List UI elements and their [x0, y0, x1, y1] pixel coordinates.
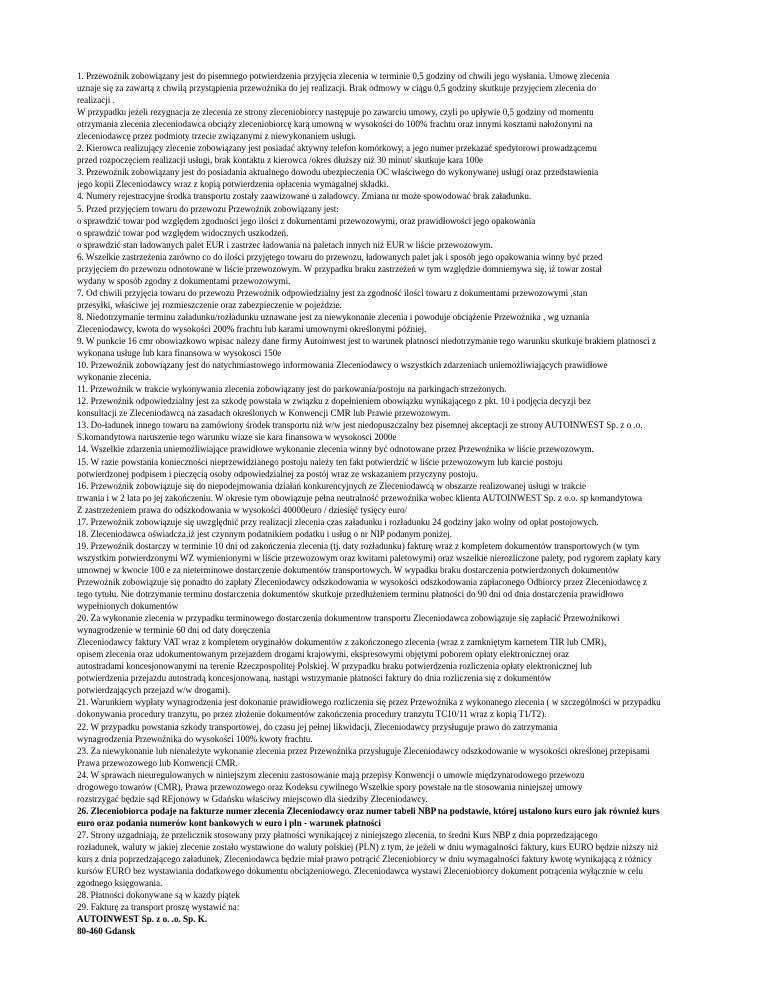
document-line: wynagrodzenia Przewoźnika do wysokości 100% kwoty frachtu.	[77, 733, 313, 744]
document-line: AUTOINWEST Sp. z o. .o. Sp. K.	[77, 914, 208, 925]
document-line: potwierdzenia przejazdu autostradą koncesjonowaną, nastąpi wstrzymanie płatności faktury do dnia rozliczenia się z dokumentów	[77, 673, 552, 684]
document-line: 6. Wszelkie zastrzeżenia zarówno co do ilości przyjętego towaru do przewozu, ładowanych palet jak i sposób jego opakowania winny być przed	[77, 251, 603, 262]
document-line: rozstrzygać będzie sąd REjonowy w Gdańsku właściwy miejscowo dla siedziby Zleceniodawcy.	[77, 793, 428, 804]
document-line: 4. Numery rejestracyjne środka transportu zostały zaawizowane u załadowcy. Zmiana nr może spowodować brak załadunku.	[77, 191, 532, 202]
document-line: 24. W sprawach nieuregulowanych w niniejszym zleceniu zastosowanie mają przepisy Konwencji o umowie międzynarodowego przewozu	[77, 769, 585, 780]
document-line: 16. Przewoźnik zobowiązuje się do niepodejmowania działań konkurencyjnych ze Zleceniodawcą w obszarze realizowanej usługi w trakcie	[77, 480, 587, 491]
document-line: 26. Zleceniobiorca podaje na fakturze numer zlecenia Zleceniodawcy oraz numer tabeli NBP na podstawie, której ustalono kurs euro jak również kurs	[77, 805, 660, 816]
document-line: rozładunek, waluty w jakiej zlecenie zostało wystawione do waluty polskiej (PLN) z tym, że jeżeli w dniu wymagalności faktury, kurs EURO będzie niższy niż	[77, 842, 659, 852]
document-line: przyjęciem do przewozu odnotowane w liście przewozowym. W przypadku braku zastrzeżeń w tym względzie domniemywa się, iż towar został	[77, 263, 602, 274]
document-line: 13. Do-ładunek innego towaru na zamówiony środek transportu niż w/w jest niedopuszczalny bez pisemnej akceptacji ze strony AUTOINWEST Sp. z o .o.	[77, 420, 643, 431]
document-line: potwierdzonej podpisem i pieczęcią osoby odpowiedzialnej za postój wraz ze wskazaniem przyczyny postoju.	[77, 468, 478, 479]
document-line: 12. Przewoźnik odpowiedzialny jest za szkodę powstała w związku z dopełnieniem obowiązku wynikającego z pkt. 10 i podjęcia decyzji bez	[77, 396, 591, 407]
document-line: Z zastrzeżeniem prawa do odszkodowania w wysokości 40000euro / dziesięć tysięcy euro/	[77, 504, 408, 515]
document-line: 29. Fakturę za transport proszę wystawić na:	[77, 902, 240, 913]
document-line: Prawa przewozowego lub Konwencji CMR.	[77, 757, 238, 768]
document-line: S.komandytowa naruszenie tego warunku wiaze sie kara finansowa w wysokosci 2000e	[77, 432, 397, 443]
document-line: umownej w kwocie 100 e za nieterminowe dostarczenie dokumentów transportowych. W wypadku braku dostarczenia potwierdzonych dokumentów	[77, 564, 620, 575]
terms-document	[77, 70, 709, 937]
document-line: konsultacji ze Zleceniodawcą na zasadach określonych w Konwencji CMR lub Prawie przewozowym.	[77, 408, 451, 419]
document-line: Przewoźnik zobowiązuje się ponadto do zapłaty Zleceniodawcy odszkodowania w wysokości odszkodowania zapłaconego Odbiorcy przez Zleceniodawcę z	[77, 576, 647, 587]
document-line: 22. W przypadku powstania szkody transportowej, do czasu jej pełnej likwidacji, Zleceniodawcy przysługuje prawo do zatrzymania	[77, 721, 558, 732]
document-line: 2. Kierowca realizujący zlecenie zobowiązany jest posiadać aktywny telefon komórkowy, a jego numer przekazać spedytorowi prowadzącemu	[77, 143, 597, 154]
document-line: 28. Płatności dokonywane są w kazdy piątek	[77, 890, 240, 901]
document-line: o sprawdzić towar pod względem widocznych uszkodzeń.	[77, 227, 289, 238]
document-line: 10. Przewoźnik zobowiązany jest do natychmiastowego informowania Zleceniodawcy o wszystkich zdarzeniach uniemożliwiających prawidłowe	[77, 360, 608, 371]
document-line: przesyłki, właściwe jej rozmieszczenie oraz zabezpieczenie w pojeździe.	[77, 299, 342, 310]
document-line: jego kopii Zleceniodawcy wraz z kopią potwierdzenia opłacenia wymagalnej składki.	[77, 179, 389, 190]
document-line: wydany w sposób zgodny z dokumentami przewozowymi.	[77, 275, 291, 286]
document-line: 18. Zleceniodawca oświadcza,iż jest czynnym podatnikiem podatku i usług o nr NIP podanym poniżej.	[77, 528, 452, 539]
document-line: 20. Za wykonanie zlecenia w przypadku terminowego dostarczenia dokumentow transportu Zleceniodawca zobowiązuje się zapłacić Przewoźnikowi	[77, 613, 620, 624]
document-line: przed rozpoczęciem realizacji usługi, brak kontaktu z kierowca /okres dłuższy niż 30 minut/ skutkuje kara 100e	[77, 155, 484, 166]
document-line: 14. Wszelkie zdarzenia uniemożliwiające prawidłowe wykonanie zlecenia winny być odnotowane przez Przewoźnika w liście przewozowym.	[77, 444, 594, 455]
document-line: 9. W punkcie 16 cmr obowiazkowo wpisac nalezy dane firmy Autoinwest jest to warunek platnosci niedotrzymanie tego warunku skutkuje brakiem platnosci z	[77, 336, 656, 347]
document-line: wykonanie zlecenia.	[77, 372, 152, 383]
document-line: o sprawdzić towar pod względem zgodności jego ilości z dokumentami przewozowymi, oraz prawidłowości jego opakowania	[77, 215, 536, 226]
document-line: dokonywania procedury tranzytu, po przez złożenie dokumentów zakończenia procedury tranzytu TC10/11 wraz z kopią T1/T2).	[77, 709, 547, 720]
document-line: autostradami koncesjonowanymi na terenie Rzeczpospolitej Polskiej. W przypadku braku potwierdzenia rozliczenia opłaty elektronicznej lub	[77, 661, 592, 672]
document-line: realizacji .	[77, 95, 115, 106]
document-line: 15. W razie powstania konieczności nieprzewidzianego postoju należy ten fakt potwierdzić w liście przewozowym lub karcie postoju	[77, 456, 563, 467]
document-line: 1. Przewoźnik zobowiązany jest do pisemnego potwierdzenia przyjęcia zlecenia w terminie 0,5 godziny od chwili jego wysłania. Umowę zlecenia	[77, 71, 610, 81]
document-line: zleceniodawcę przez podmioty trzecie związanymi z niewykonaniem usługi.	[77, 131, 356, 142]
document-line: euro oraz podania numerów kont bankowych w euro i pln - warunek płatności	[77, 817, 381, 828]
document-line: o sprawdzić stan ładowanych palet EUR i zastrzec ładowania na paletach innych niż EUR w liście przewozowym.	[77, 239, 493, 250]
document-line: 27. Strony uzgadniają, że przelicznik stosowany przy płatności wynikającej z niniejszego zlecenia, to średni Kurs NBP z dnia poprzedzającego	[77, 829, 598, 840]
document-line: drogowego towarów (CMR), Prawa przewozowego oraz Kodeksu cywilnego Wszelkie spory powstałe na tle stosowania niniejszej umowy	[77, 781, 583, 792]
document-line: 80-460 Gdansk	[77, 926, 136, 937]
document-line: Zleceniodawcy faktury VAT wraz z kompletem oryginałów dokumentów z zakończonego zlecenia (wraz z zamkniętym karnetem TIR lub CMR),	[77, 637, 607, 648]
document-line: zgodnego księgowania.	[77, 878, 163, 889]
document-line: wszystkim potwierdzonymi WZ wymienionymi w liście przewozowym oraz kwitami paletowymi) oraz wszelkie nierozliczone palety, pod rygorem zapłaty kary	[77, 552, 662, 563]
document-line: tego tytułu. Nie dotrzymanie terminu dostarczenia dokumentów skutkuje przedłużeniem terminu płatności do 90 dni od dnia dostarczenia prawidłowo	[77, 589, 624, 600]
document-line: 11. Przewoźnik w trakcie wykonywania zlecenia zobowiązany jest do parkowania/postoju na parkingach strzeżonych.	[77, 384, 507, 395]
document-line: wykonana usługe lub kara finansowa w wysokosci 150e	[77, 348, 282, 359]
document-line: wypełnionych dokumentów	[77, 601, 179, 612]
document-line: 8. Niedotrzymanie terminu załadunku/rozładunku uznawane jest za niewykonanie zlecenia i powoduje obciążenie Przewoźnika , wg uznania	[77, 311, 590, 322]
document-line: 19. Przewoźnik dostarczy w terminie 10 dni od zakończenia zlecenia (tj. daty rozładunku) fakturę wraz z kompletem dokumentów transportowych (w tym	[77, 540, 640, 551]
document-line: otrzymania zlecenia zleceniodawca obciąży zleceniobiorcę karą umowną w wysokości do 100% frachtu oraz innymi kosztami nałożonymi na	[77, 119, 593, 130]
document-line: 5. Przed przyjęciem towaru do przewozu Przewoźnik zobowiązany jest:	[77, 203, 339, 214]
document-line: uznaje się za zawartą z chwilą przystąpienia przewoźnika do jej realizacji. Brak odmowy w ciągu 0,5 godziny skutkuje przyjęciem zlecenia do	[77, 83, 597, 94]
document-line: 17. Przewoźnik zobowiązuje się uwzględnić przy realizacji zlecenia czas załadunku i rozładunku 24 godziny jako wolny od opłat postojowych.	[77, 516, 599, 527]
document-line: 3. Przewoźnik zobowiązany jest do posiadania aktualnego dowodu ubezpieczenia OC właściwego do wykonywanej usługi oraz przedstawienia	[77, 167, 599, 178]
document-line: Zleceniodawcy, kwota do wysokości 200% frachtu lub karami umownymi określonymi później.	[77, 323, 427, 334]
document-line: 7. Od chwili przyjęcia towaru do przewozu Przewoźnik odpowiedzialny jest za zgodność ilości towaru z dokumentami przewozowymi ,stan	[77, 287, 588, 298]
document-line: W przypadku jeżeli rezygnacja ze zlecenia ze strony zleceniobiorcy następuje po zawarciu umowy, czyli po upływie 0,5 godziny od momentu	[77, 107, 594, 118]
document-line: 21. Warunkiem wypłaty wynagrodzenia jest dokonanie prawidłowego rozliczenia się przez Przewoźnika z wykonanego zlecenia ( w szczególności w przypadku	[77, 697, 661, 708]
document-line: potwierdzających przejazd w/w drogami).	[77, 685, 231, 696]
document-line: opisem zlecenia oraz udokumentowanym przejazdem drogami krajowymi, ekspresowymi objętymi poborem opłaty elektronicznej oraz	[77, 649, 570, 660]
document-line: kursów EURO bez wystawiania dodatkowego dokumentu obciążeniowego. Zleceniodawca wystawi Zleceniobiorcy dokument potrącenia wyłącznie w celu	[77, 866, 643, 877]
document-line: 23. Za niewykonanie lub nienależyte wykonanie zlecenia przez Przewoźnika przysługuje Zleceniodawcy odszkodowanie w wysokości określonej przepisami	[77, 745, 650, 756]
document-line: kurs z dnia poprzedzającego załadunek, Zleceniodawca będzie miał prawo potrącić Zleceniobiorcy w dniu wymagalności faktury kwotę wynikającą z różnicy	[77, 854, 652, 865]
document-line: wynagrodzenie w terminie 60 dni od daty doręczenia	[77, 625, 271, 636]
document-line: trwania i w 2 lata po jej zakończeniu. W okresie tym obowiązuje pełna neutralność przewoźnika wobec klienta AUTOINWEST Sp. z o.o. sp komandytowa	[77, 492, 643, 503]
